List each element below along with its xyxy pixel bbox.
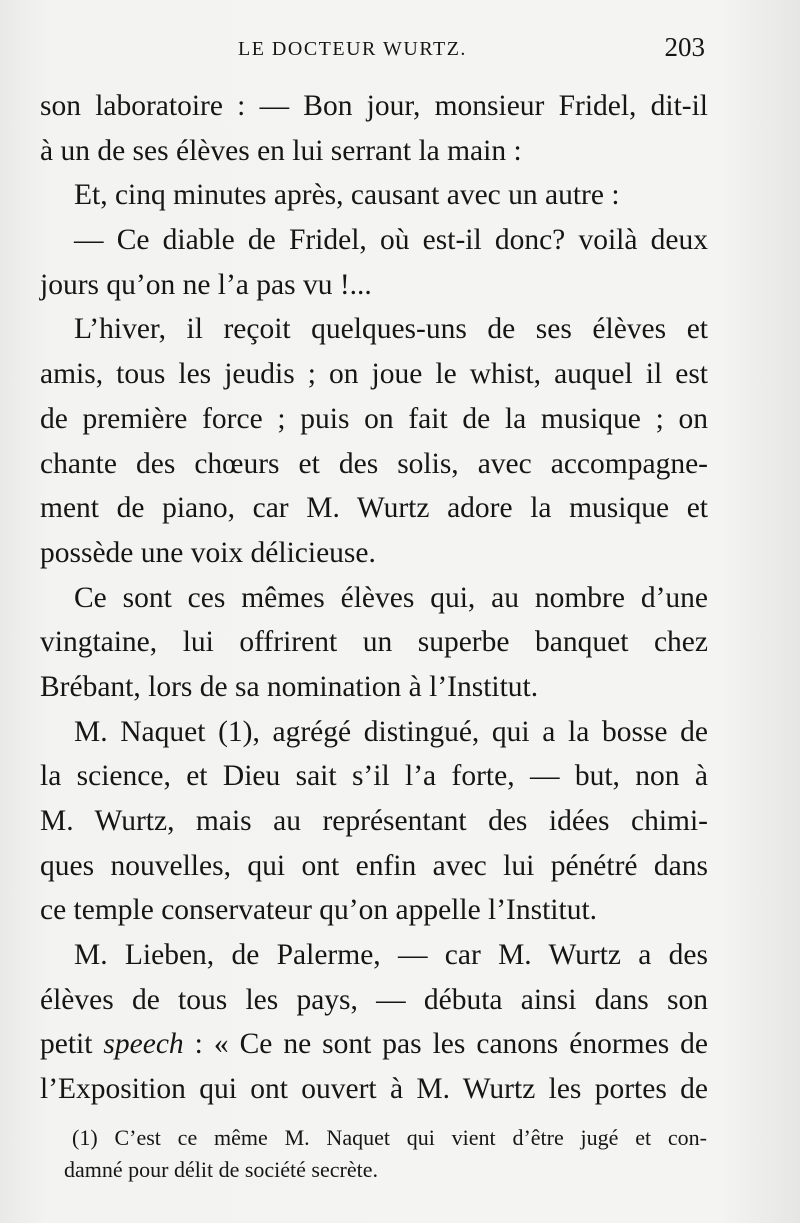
running-title: LE DOCTEUR WURTZ. bbox=[238, 38, 467, 60]
text-line: M. Wurtz, mais au représentant des idées chimi- bbox=[40, 805, 708, 837]
text-line: amis, tous les jeudis ; on joue le whist, auquel il est bbox=[40, 358, 708, 391]
page-header bbox=[40, 32, 705, 72]
body-text bbox=[40, 84, 708, 1112]
text-line: de première force ; puis on fait de la musique ; on bbox=[40, 402, 708, 435]
text-line: la science, et Dieu sait s’il l’a forte, — but, non à bbox=[40, 760, 708, 793]
text-line: chante des chœurs et des solis, avec accompagne- bbox=[40, 447, 708, 480]
text-line: vingtaine, lui offrirent un superbe banquet chez bbox=[40, 626, 708, 659]
text-line: ce temple conservateur qu’on appelle l’Institut. bbox=[40, 894, 598, 927]
text-line: son laboratoire : — Bon jour, monsieur Fridel, dit-il bbox=[40, 90, 708, 122]
page-number: 203 bbox=[664, 32, 705, 62]
text-line: ques nouvelles, qui ont enfin avec lui pénétré dans bbox=[40, 849, 708, 882]
text-line bbox=[40, 1022, 708, 1067]
text-line: Brébant, lors de sa nomination à l’Institut. bbox=[40, 670, 539, 703]
text-line: à un de ses élèves en lui serrant la main : bbox=[40, 134, 522, 167]
text-line: Ce sont ces mêmes élèves qui, au nombre d’une bbox=[74, 581, 708, 614]
text-line: Et, cinq minutes après, causant avec un autre : bbox=[74, 179, 620, 212]
text-line: possède une voix délicieuse. bbox=[40, 536, 376, 569]
footnote bbox=[64, 1122, 707, 1186]
text-line: ment de piano, car M. Wurtz adore la musique et bbox=[40, 492, 708, 525]
text-line: l’Exposition qui ont ouvert à M. Wurtz les portes de bbox=[40, 1073, 708, 1106]
text-segment: petit bbox=[40, 1028, 104, 1061]
italic-word: speech bbox=[103, 1028, 184, 1061]
footnote-line: (1) C’est ce même M. Naquet qui vient d’être jugé et con- bbox=[72, 1125, 707, 1150]
text-line: M. Naquet (1), agrégé distingué, qui a la bosse de bbox=[74, 715, 708, 748]
text-line: jours qu’on ne l’a pas vu !... bbox=[40, 268, 372, 301]
text-line: — Ce diable de Fridel, où est-il donc? voilà deux bbox=[74, 224, 708, 257]
text-segment: : « Ce ne sont pas les canons énormes de bbox=[183, 1028, 708, 1061]
footnote-line: damné pour délit de société secrète. bbox=[64, 1157, 378, 1182]
text-line: L’hiver, il reçoit quelques-uns de ses élèves et bbox=[74, 313, 708, 346]
text-line: élèves de tous les pays, — débuta ainsi dans son bbox=[40, 983, 708, 1016]
text-line: M. Lieben, de Palerme, — car M. Wurtz a des bbox=[74, 939, 708, 972]
